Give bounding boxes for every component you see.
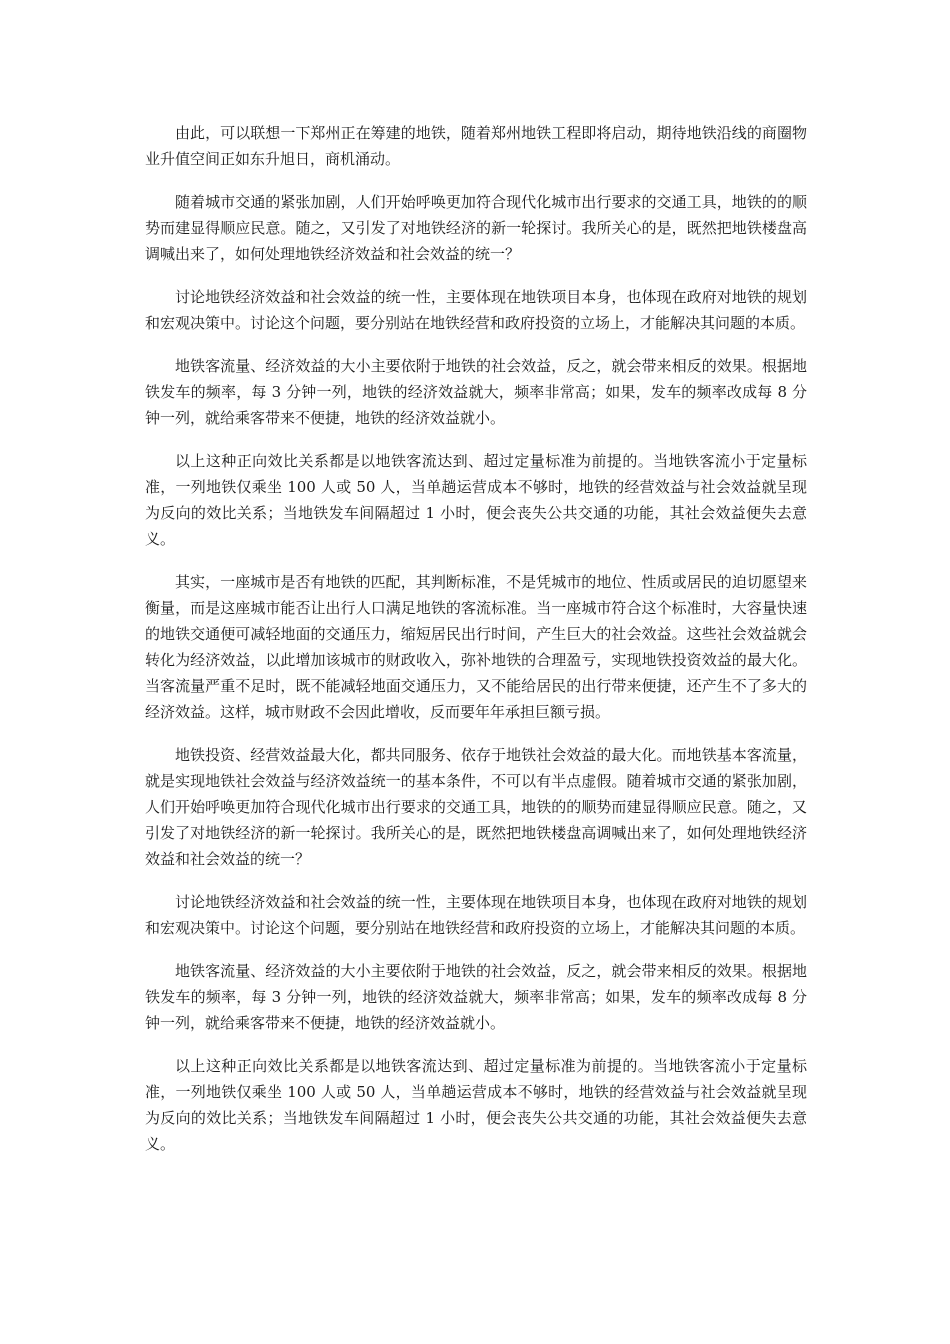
paragraph-1: 由此，可以联想一下郑州正在筹建的地铁，随着郑州地铁工程即将启动，期待地铁沿线的商圈物业升值空间正如东升旭日，商机涌动。 [145, 124, 807, 168]
paragraph-3: 讨论地铁经济效益和社会效益的统一性，主要体现在地铁项目本身，也体现在政府对地铁的规划和宏观决策中。讨论这个问题，要分别站在地铁经营和政府投资的立场上，才能解决其问题的本质。 [145, 288, 807, 332]
document-body [145, 120, 807, 1174]
paragraph-6: 其实，一座城市是否有地铁的匹配，其判断标准，不是凭城市的地位、性质或居民的迫切愿望来衡量，而是这座城市能否让出行人口满足地铁的客流标准。当一座城市符合这个标准时，大容量快速的地铁交通便可减轻地面的交通压力，缩短居民出行时间，产生巨大的社会效益。这些社会效益就会转化为经济效益，以此增加该城市的财政收入，弥补地铁的合理盈亏，实现地铁投资效益的最大化。当客流量严重不足时，既不能减轻地面交通压力，又不能给居民的出行带来便捷，还产生不了多大的经济效益。这样，城市财政不会因此增收，反而要年年承担巨额亏损。 [145, 573, 807, 721]
paragraph-4: 地铁客流量、经济效益的大小主要依附于地铁的社会效益，反之，就会带来相反的效果。根据地铁发车的频率，每 3 分钟一列，地铁的经济效益就大，频率非常高；如果，发车的频率改成每 8 分钟一列，就给乘客带来不便捷，地铁的经济效益就小。 [145, 357, 807, 427]
paragraph-9: 地铁客流量、经济效益的大小主要依附于地铁的社会效益，反之，就会带来相反的效果。根据地铁发车的频率，每 3 分钟一列，地铁的经济效益就大，频率非常高；如果，发车的频率改成每 8 分钟一列，就给乘客带来不便捷，地铁的经济效益就小。 [145, 962, 807, 1032]
paragraph-7: 地铁投资、经营效益最大化，都共同服务、依存于地铁社会效益的最大化。而地铁基本客流量，就是实现地铁社会效益与经济效益统一的基本条件，不可以有半点虚假。随着城市交通的紧张加剧，人们开始呼唤更加符合现代化城市出行要求的交通工具，地铁的的顺势而建显得顺应民意。随之，又引发了对地铁经济的新一轮探讨。我所关心的是，既然把地铁楼盘高调喊出来了，如何处理地铁经济效益和社会效益的统一？ [145, 746, 807, 868]
paragraph-10: 以上这种正向效比关系都是以地铁客流达到、超过定量标准为前提的。当地铁客流小于定量标准，一列地铁仅乘坐 100 人或 50 人，当单趟运营成本不够时，地铁的经营效益与社会效益就呈现为反向的效比关系；当地铁发车间隔超过 1 小时，便会丧失公共交通的功能，其社会效益便失去意义。 [145, 1057, 807, 1153]
paragraph-2: 随着城市交通的紧张加剧，人们开始呼唤更加符合现代化城市出行要求的交通工具，地铁的的顺势而建显得顺应民意。随之，又引发了对地铁经济的新一轮探讨。我所关心的是，既然把地铁楼盘高调喊出来了，如何处理地铁经济效益和社会效益的统一？ [145, 193, 807, 263]
paragraph-8: 讨论地铁经济效益和社会效益的统一性，主要体现在地铁项目本身，也体现在政府对地铁的规划和宏观决策中。讨论这个问题，要分别站在地铁经营和政府投资的立场上，才能解决其问题的本质。 [145, 893, 807, 937]
paragraph-5: 以上这种正向效比关系都是以地铁客流达到、超过定量标准为前提的。当地铁客流小于定量标准，一列地铁仅乘坐 100 人或 50 人，当单趟运营成本不够时，地铁的经营效益与社会效益就呈现为反向的效比关系；当地铁发车间隔超过 1 小时，便会丧失公共交通的功能，其社会效益便失去意义。 [145, 452, 807, 548]
